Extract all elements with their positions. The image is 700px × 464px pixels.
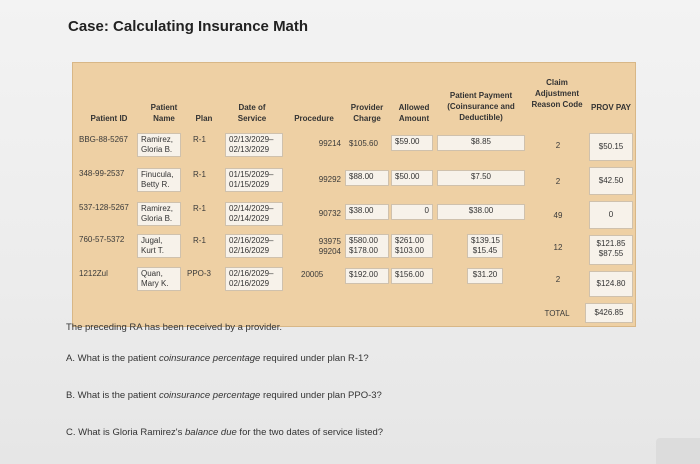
row2-procedure: 99292 — [318, 175, 341, 184]
row1-prov-pay: $50.15 — [589, 133, 633, 161]
row2-patient-payment: $7.50 — [437, 170, 525, 186]
row5-patient-payment: $31.20 — [467, 268, 503, 284]
total-label: TOTAL — [544, 309, 570, 318]
row3-date-of-service: 02/14/2029– 02/14/2029 — [225, 202, 283, 226]
row5-procedure: 20005 — [301, 270, 324, 279]
question-b-emphasis: coinsurance percentage — [158, 390, 261, 401]
question-c-prefix: C. What is Gloria Ramirez's — [66, 427, 186, 438]
header-allowed-amount: Allowed Amount — [398, 103, 430, 123]
row1-patient-id: BBG-88-5267 — [79, 135, 128, 144]
row3-plan: R-1 — [193, 204, 206, 213]
row1-procedure: 99214 — [318, 139, 341, 148]
header-provider-charge: Provider Charge — [350, 103, 384, 123]
row1-patient-name: Ramirez, Gloria B. — [137, 133, 181, 157]
row3-charge: $38.00 — [345, 204, 389, 220]
row3-procedure: 90732 — [318, 209, 341, 218]
row2-date-of-service: 01/15/2029– 01/15/2029 — [225, 168, 283, 192]
row1-plan: R-1 — [193, 135, 206, 144]
header-prov-pay: PROV PAY — [590, 103, 631, 112]
question-c-emphasis: balance due — [185, 427, 237, 438]
header-patient-name: Patient Name — [150, 103, 178, 123]
question-b — [66, 390, 382, 401]
row1-allowed: $59.00 — [391, 135, 433, 151]
row4-plan: R-1 — [193, 236, 206, 245]
row2-reason-code: 2 — [555, 177, 561, 186]
row4-prov-pay: $121.85 $87.55 — [589, 235, 633, 265]
row5-prov-pay: $124.80 — [589, 271, 633, 297]
row4-charge: $580.00 $178.00 — [345, 234, 389, 258]
row2-allowed: $50.00 — [391, 170, 433, 186]
row4-reason-code: 12 — [553, 243, 563, 252]
row3-allowed: 0 — [391, 204, 433, 220]
header-date-of-service: Date of Service — [237, 103, 267, 123]
row2-patient-name: Finucula, Betty R. — [137, 168, 181, 192]
page-title: Case: Calculating Insurance Math — [68, 18, 309, 35]
row3-reason-code: 49 — [553, 211, 563, 220]
row3-patient-name: Ramirez, Gloria B. — [137, 202, 181, 226]
header-procedure: Procedure — [294, 114, 334, 123]
row1-date-of-service: 02/13/2029– 02/13/2029 — [225, 133, 283, 157]
row4-patient-id: 760-57-5372 — [79, 235, 125, 244]
corner-widget — [656, 438, 700, 464]
header-patient-payment: Patient Payment (Coinsurance and Deductible) — [447, 91, 515, 122]
row1-patient-payment: $8.85 — [437, 135, 525, 151]
remittance-advice-table — [72, 62, 636, 327]
row4-procedure: 93975 99204 — [318, 237, 341, 256]
question-a — [66, 353, 369, 364]
row2-charge: $88.00 — [345, 170, 389, 186]
question-a-emphasis: coinsurance percentage — [158, 353, 261, 364]
question-b-suffix: required under plan PPO-3? — [260, 390, 382, 401]
row4-patient-name: Jugal, Kurt T. — [137, 234, 181, 258]
question-b-prefix: B. What is the patient — [66, 390, 159, 401]
row5-plan: PPO-3 — [187, 269, 212, 278]
row2-plan: R-1 — [193, 170, 206, 179]
header-plan: Plan — [195, 114, 213, 123]
row5-patient-id: 1212Zul — [79, 269, 108, 278]
row2-prov-pay: $42.50 — [589, 167, 633, 195]
row5-reason-code: 2 — [555, 275, 561, 284]
question-a-prefix: A. What is the patient — [66, 353, 159, 364]
question-c-suffix: for the two dates of service listed? — [236, 427, 384, 438]
row5-patient-name: Quan, Mary K. — [137, 267, 181, 291]
questions-intro: The preceding RA has been received by a provider. — [66, 322, 282, 333]
question-a-suffix: required under plan R-1? — [260, 353, 369, 364]
row4-allowed: $261.00 $103.00 — [391, 234, 433, 258]
total-value: $426.85 — [585, 303, 633, 323]
row3-patient-id: 537-128-5267 — [79, 203, 129, 212]
row1-charge: $105.60 — [349, 139, 378, 148]
row1-reason-code: 2 — [555, 141, 561, 150]
question-c — [66, 427, 383, 438]
header-claim-adjustment: Claim Adjustment Reason Code — [531, 78, 583, 109]
row2-patient-id: 348-99-2537 — [79, 169, 125, 178]
row4-patient-payment: $139.15 $15.45 — [467, 234, 503, 258]
row5-allowed: $156.00 — [391, 268, 433, 284]
row5-date-of-service: 02/16/2029– 02/16/2029 — [225, 267, 283, 291]
header-patient-id: Patient ID — [90, 114, 128, 123]
row3-patient-payment: $38.00 — [437, 204, 525, 220]
row3-prov-pay: 0 — [589, 201, 633, 229]
row5-charge: $192.00 — [345, 268, 389, 284]
row4-date-of-service: 02/16/2029– 02/16/2029 — [225, 234, 283, 258]
